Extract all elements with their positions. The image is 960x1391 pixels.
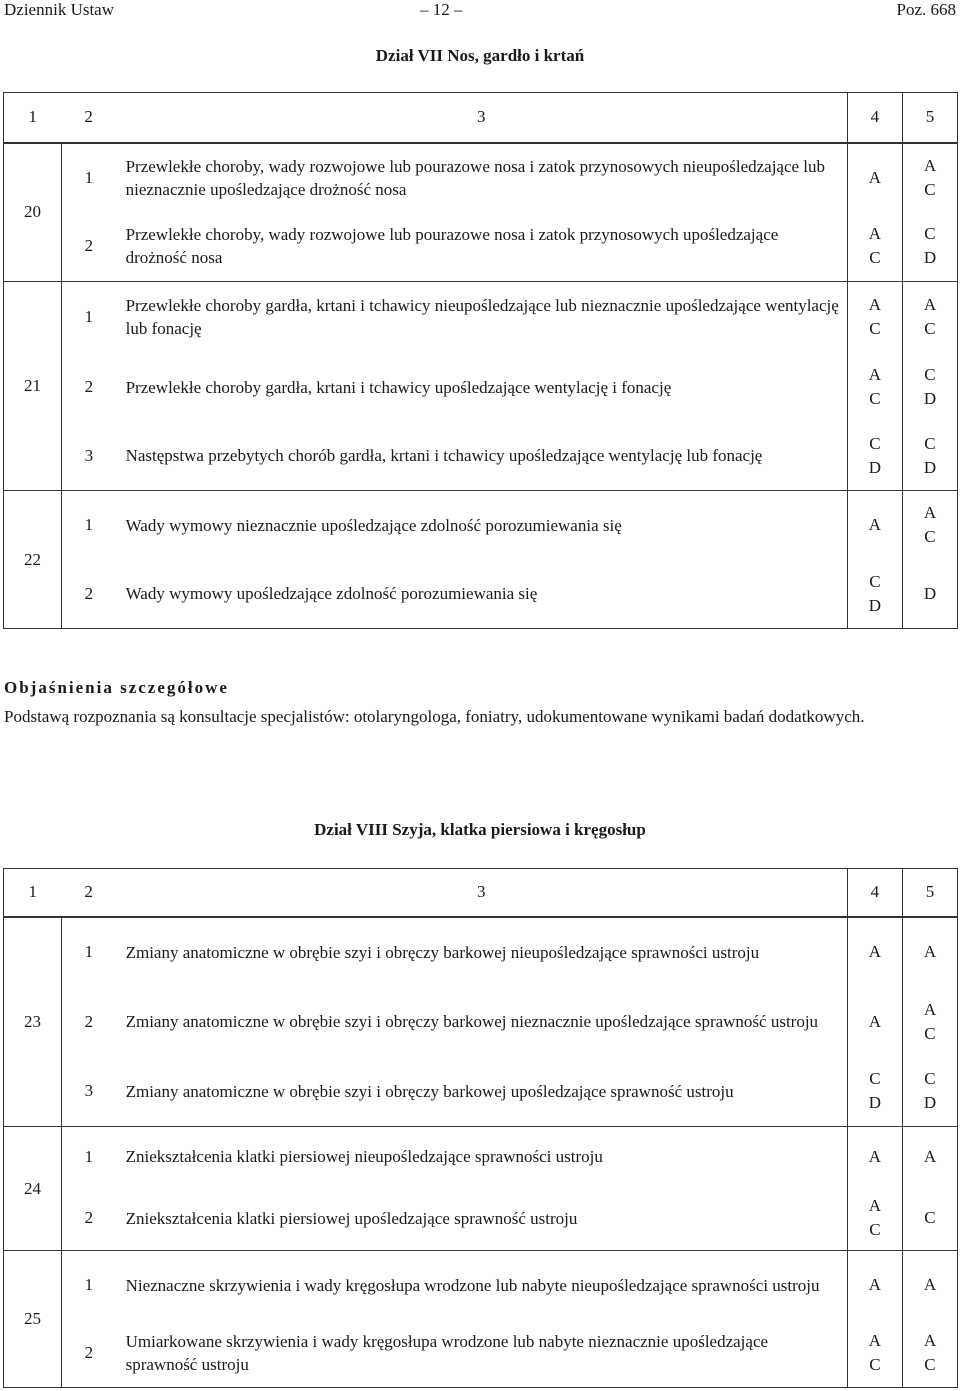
sub-number: 1 <box>62 282 116 353</box>
group-number: 21 <box>4 282 62 491</box>
position-number: Poz. 668 <box>896 0 956 19</box>
col5-value: C <box>902 1187 957 1251</box>
row-description: Przewlekłe choroby gardła, krtani i tchawicy nieupośledzające lub nieznacznie upośledzające wentylację lub fonację <box>116 282 848 353</box>
col-header: 5 <box>902 93 957 143</box>
sub-number: 2 <box>62 212 116 282</box>
sub-number: 1 <box>62 491 116 560</box>
col5-value: A C <box>902 987 957 1057</box>
col4-value: A <box>847 917 902 987</box>
col4-value: C D <box>847 422 902 491</box>
row-description: Zniekształcenia klatki piersiowej upośledzające sprawność ustroju <box>116 1187 848 1251</box>
table-row <box>4 143 958 212</box>
row-description: Wady wymowy nieznacznie upośledzające zdolność porozumiewania się <box>116 491 848 560</box>
table-header-row <box>4 869 958 917</box>
sub-number: 2 <box>62 1187 116 1251</box>
sub-number: 1 <box>62 1251 116 1320</box>
sub-number: 2 <box>62 560 116 629</box>
row-description: Przewlekłe choroby, wady rozwojowe lub pourazowe nosa i zatok przynosowych upośledzające drożność nosa <box>116 212 848 282</box>
sub-number: 1 <box>62 143 116 212</box>
table-row <box>4 1127 958 1187</box>
table-row <box>4 1320 958 1388</box>
table-row <box>4 917 958 987</box>
table-row <box>4 491 958 560</box>
page-number: – 12 – <box>420 0 463 19</box>
table-row <box>4 212 958 282</box>
col-header: 2 <box>62 93 116 143</box>
group-number: 24 <box>4 1127 62 1251</box>
group-number: 20 <box>4 143 62 282</box>
sub-number: 1 <box>62 917 116 987</box>
col5-value: C D <box>902 1057 957 1127</box>
section-viii-table <box>3 868 958 1388</box>
explanation-text: Podstawą rozpoznania są konsultacje specjalistów: otolaryngologa, foniatry, udokumentowane wynikami badań dodatkowych. <box>4 707 865 726</box>
table-row <box>4 422 958 491</box>
row-description: Zmiany anatomiczne w obrębie szyi i obręczy barkowej nieupośledzające sprawności ustroju <box>116 917 848 987</box>
col4-value: A C <box>847 1320 902 1388</box>
col4-value: C D <box>847 560 902 629</box>
col-header: 3 <box>116 93 848 143</box>
row-description: Przewlekłe choroby gardła, krtani i tchawicy upośledzające wentylację i fonację <box>116 353 848 422</box>
col5-value: C D <box>902 422 957 491</box>
col4-value: A C <box>847 353 902 422</box>
row-description: Umiarkowane skrzywienia i wady kręgosłupa wrodzone lub nabyte nieznacznie upośledzające sprawność ustroju <box>116 1320 848 1388</box>
group-number: 23 <box>4 917 62 1127</box>
col4-value: A C <box>847 282 902 353</box>
sub-number: 2 <box>62 987 116 1057</box>
col4-value: A <box>847 491 902 560</box>
section-vii-table <box>3 92 958 629</box>
col5-value: D <box>902 560 957 629</box>
sub-number: 2 <box>62 1320 116 1388</box>
col5-value: A C <box>902 491 957 560</box>
col5-value: A C <box>902 143 957 212</box>
table-row <box>4 282 958 353</box>
sub-number: 1 <box>62 1127 116 1187</box>
row-description: Zmiany anatomiczne w obrębie szyi i obręczy barkowej nieznacznie upośledzające sprawność ustroju <box>116 987 848 1057</box>
col4-value: A <box>847 1127 902 1187</box>
col-header: 4 <box>847 869 902 917</box>
row-description: Wady wymowy upośledzające zdolność porozumiewania się <box>116 560 848 629</box>
table-row <box>4 1251 958 1320</box>
col-header: 4 <box>847 93 902 143</box>
table-header-row <box>4 93 958 143</box>
row-description: Zniekształcenia klatki piersiowej nieupośledzające sprawności ustroju <box>116 1127 848 1187</box>
journal-name: Dziennik Ustaw <box>4 0 115 19</box>
row-description: Nieznaczne skrzywienia i wady kręgosłupa wrodzone lub nabyte nieupośledzające sprawności ustroju <box>116 1251 848 1320</box>
table-row <box>4 1057 958 1127</box>
row-description: Następstwa przebytych chorób gardła, krtani i tchawicy upośledzające wentylację lub fonację <box>116 422 848 491</box>
col4-value: C D <box>847 1057 902 1127</box>
col-header: 2 <box>62 869 116 917</box>
table-row <box>4 987 958 1057</box>
col4-value: A <box>847 1251 902 1320</box>
group-number: 25 <box>4 1251 62 1388</box>
col5-value: A <box>902 917 957 987</box>
col5-value: A <box>902 1127 957 1187</box>
table-row <box>4 353 958 422</box>
col-header: 3 <box>116 869 848 917</box>
table-row <box>4 1187 958 1251</box>
col4-value: A <box>847 143 902 212</box>
col-header: 1 <box>4 869 62 917</box>
col5-value: C D <box>902 212 957 282</box>
sub-number: 3 <box>62 1057 116 1127</box>
sub-number: 2 <box>62 353 116 422</box>
explanation-heading: Objaśnienia szczegółowe <box>4 678 229 697</box>
page-header <box>0 0 960 24</box>
col4-value: A <box>847 987 902 1057</box>
col5-value: A C <box>902 1320 957 1388</box>
row-description: Przewlekłe choroby, wady rozwojowe lub pourazowe nosa i zatok przynosowych nieupośledzające lub nieznacznie upośledzające drożność nosa <box>116 143 848 212</box>
section-viii-title: Dział VIII Szyja, klatka piersiowa i kręgosłup <box>314 820 646 839</box>
col-header: 5 <box>902 869 957 917</box>
col4-value: A C <box>847 212 902 282</box>
sub-number: 3 <box>62 422 116 491</box>
col5-value: A <box>902 1251 957 1320</box>
section-vii-title: Dział VII Nos, gardło i krtań <box>375 46 585 65</box>
table-row <box>4 560 958 629</box>
col-header: 1 <box>4 93 62 143</box>
col5-value: A C <box>902 282 957 353</box>
col5-value: C D <box>902 353 957 422</box>
row-description: Zmiany anatomiczne w obrębie szyi i obręczy barkowej upośledzające sprawność ustroju <box>116 1057 848 1127</box>
group-number: 22 <box>4 491 62 629</box>
col4-value: A C <box>847 1187 902 1251</box>
